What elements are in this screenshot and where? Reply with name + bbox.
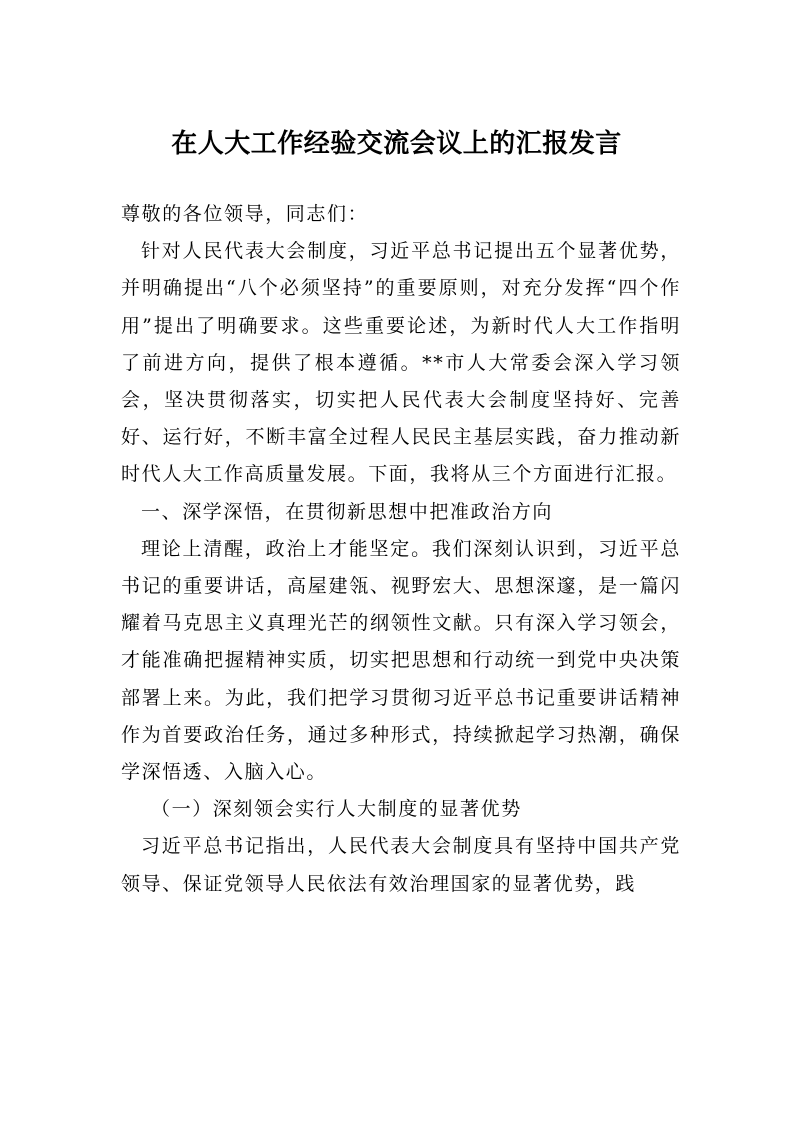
paragraph-intro: 针对人民代表大会制度，习近平总书记提出五个显著优势，并明确提出“八个必须坚持”的重要原则，对充分发挥“四个作用”提出了明确要求。这些重要论述，为新时代人大工作指明了前进方向，提供了根本遵循。**市人大常委会深入学习领会，坚决贯彻落实，切实把人民代表大会制度坚持好、完善好、运行好，不断丰富全过程人民民主基层实践，奋力推动新时代人大工作高质量发展。下面，我将从三个方面进行汇报。 xyxy=(121,240,681,486)
salutation: 尊敬的各位领导，同志们： xyxy=(121,203,369,225)
paragraph-subsection-1: 习近平总书记指出，人民代表大会制度具有坚持中国共产党领导、保证党领导人民依法有效治理国家的显著优势，践 xyxy=(121,835,681,895)
subsection-heading-1: （一）深刻领会实行人大制度的显著优势 xyxy=(151,798,522,821)
document-title: 在人大工作经验交流会议上的汇报发言 xyxy=(171,129,622,159)
paragraph-section-1: 理论上清醒，政治上才能坚定。我们深刻认识到，习近平总书记的重要讲话，高屋建瓴、视野宏大、思想深邃，是一篇闪耀着马克思主义真理光芒的纲领性文献。只有深入学习领会，才能准确把握精神实质，切实把思想和行动统一到党中央决策部署上来。为此，我们把学习贯彻习近平总书记重要讲话精神作为首要政治任务，通过多种形式，持续掀起学习热潮，确保学深悟透、入脑入心。 xyxy=(121,537,681,784)
document-body xyxy=(121,196,681,903)
section-heading-1: 一、深学深悟，在贯彻新思想中把准政治方向 xyxy=(141,500,554,523)
